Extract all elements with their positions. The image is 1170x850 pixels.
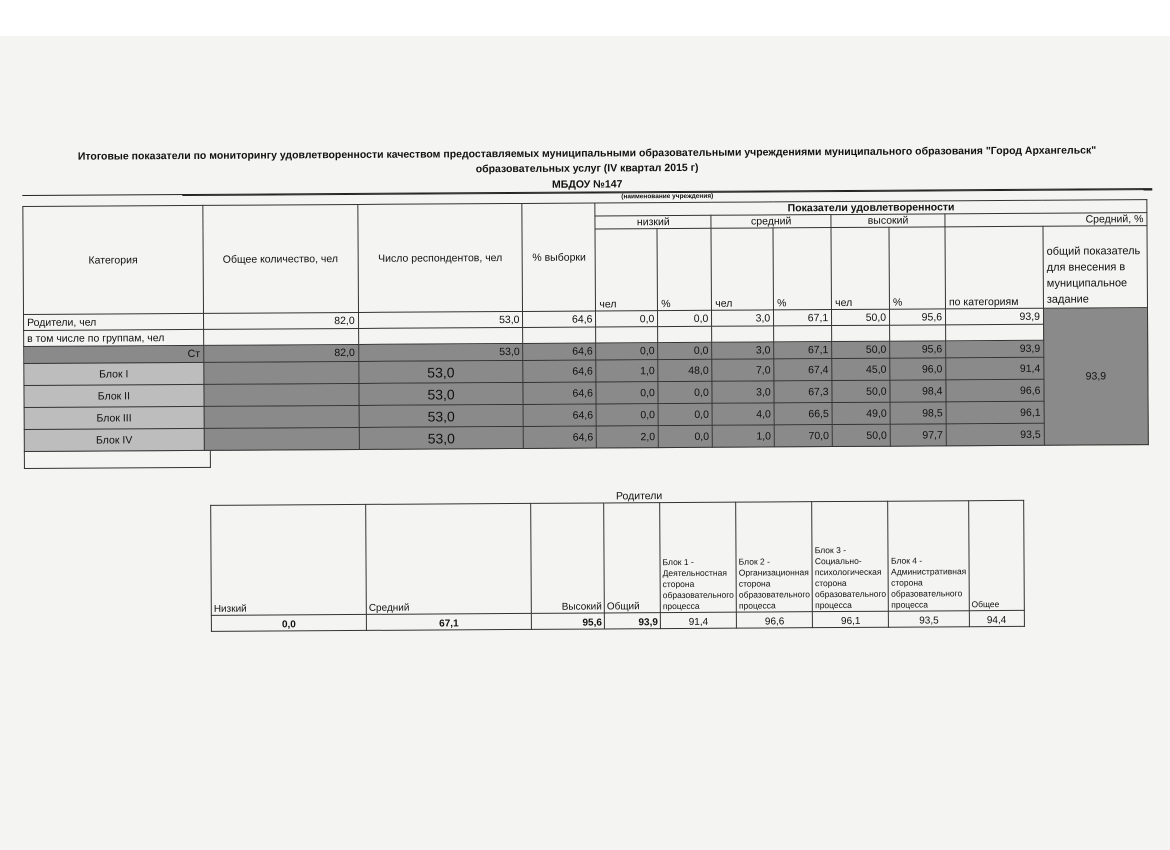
cell-average: 96,6	[946, 379, 1044, 402]
header-respondents: Число респондентов, чел	[357, 203, 523, 312]
value-low: 0,0	[211, 614, 366, 631]
org-name: МБДОУ №147	[22, 175, 1152, 196]
cell-mid-percent: 67,1	[774, 310, 832, 326]
header-mid-percent: %	[773, 228, 831, 310]
cell-average: 93,9	[946, 340, 1044, 358]
header-overall: Общее	[968, 500, 1024, 610]
cell-low-people: 0,0	[596, 382, 658, 404]
header-total: Общее количество, чел	[203, 204, 358, 313]
cell-respondents: 53,0	[359, 404, 524, 427]
header-sample: % выборки	[522, 203, 596, 311]
header-high: высокий	[831, 214, 945, 228]
cell-total	[203, 328, 358, 345]
row-label: в том числе по группам, чел	[24, 329, 204, 346]
cell-respondents	[358, 327, 523, 344]
cell-low-people: 0,0	[596, 311, 658, 327]
cell-sample: 64,6	[523, 360, 596, 382]
cell-high-people: 50,0	[832, 341, 890, 358]
row-label: Родители, чел	[24, 313, 204, 330]
cell-total: 82,0	[203, 344, 358, 362]
value-block4: 93,5	[889, 611, 969, 627]
row-label: Ст	[24, 345, 204, 363]
header-low-people: чел	[595, 229, 657, 311]
header-mid-people: чел	[711, 228, 773, 310]
row-label: Блок II	[24, 384, 204, 407]
cell-total	[204, 361, 359, 384]
row-label: Блок IV	[24, 428, 204, 451]
header-block1: Блок 1 - Деятельностная сторона образовательного процесса	[660, 502, 737, 612]
value-block1: 91,4	[660, 612, 736, 628]
cell-high-people: 50,0	[832, 309, 890, 325]
cell-total	[204, 383, 359, 406]
cell-high-percent: 98,5	[890, 402, 946, 424]
cell-high-percent: 96,0	[890, 358, 946, 380]
cell-high-percent	[890, 325, 946, 341]
cell-respondents: 53,0	[358, 343, 523, 361]
cell-average: 93,9	[946, 308, 1044, 325]
cell-low-percent: 0,0	[658, 342, 712, 359]
cell-mid-people: 1,0	[712, 425, 774, 447]
cell-high-people: 50,0	[832, 380, 890, 402]
value-overall: 94,4	[969, 610, 1024, 626]
cell-low-percent: 48,0	[658, 359, 712, 381]
cell-low-people: 0,0	[596, 343, 658, 360]
header-high-percent: %	[889, 227, 945, 309]
cell-low-percent: 0,0	[659, 425, 713, 447]
cell-mid-people: 7,0	[712, 359, 774, 381]
cell-respondents: 53,0	[358, 360, 523, 383]
header-low: низкий	[595, 215, 711, 229]
value-block3: 96,1	[813, 611, 889, 627]
header-by-category: по категориям	[945, 226, 1043, 309]
cell-mid-percent: 67,1	[774, 342, 832, 359]
parents-table	[210, 500, 1024, 632]
cell-mid-percent: 67,3	[774, 381, 832, 403]
cell-mid-people: 3,0	[712, 381, 774, 403]
cell-high-people: 45,0	[832, 358, 890, 380]
cell-average: 96,1	[946, 401, 1044, 424]
cell-sample: 64,6	[523, 343, 596, 360]
header-high-people: чел	[831, 227, 889, 309]
header-average: Средний, %	[945, 213, 1147, 227]
cell-low-percent: 0,0	[658, 381, 712, 403]
cell-average: 93,5	[946, 423, 1044, 446]
cell-low-people: 1,0	[596, 360, 658, 382]
cell-low-percent: 0,0	[658, 403, 712, 425]
satisfaction-table	[22, 199, 1148, 452]
cell-sample: 64,6	[524, 426, 597, 448]
cell-mid-percent	[774, 326, 832, 342]
header-block2: Блок 2 - Организационная сторона образовательного процесса	[736, 502, 813, 612]
document	[22, 143, 1155, 633]
cell-high-percent: 95,6	[890, 309, 946, 325]
cell-sample	[523, 327, 596, 343]
cell-high-people	[832, 325, 890, 341]
value-block2: 96,6	[736, 612, 812, 628]
org-caption: (наименование учреждения)	[182, 189, 1152, 203]
cell-average: 91,4	[946, 357, 1044, 380]
cell-mid-percent: 70,0	[774, 425, 832, 447]
cell-mid-people: 3,0	[712, 310, 774, 326]
cell-mid-people	[712, 326, 774, 342]
header-block3: Блок 3 - Социально-психологическая сторона образовательного процесса	[812, 501, 889, 611]
value-high: 95,6	[531, 613, 604, 629]
document-title	[22, 143, 1152, 180]
cell-low-percent	[658, 326, 712, 342]
title-line-2: образовательных услуг (IV квартал 2015 г)	[475, 161, 699, 176]
cell-high-percent: 95,6	[890, 341, 946, 358]
cell-mid-percent: 67,4	[774, 359, 832, 381]
cell-sample: 64,6	[523, 382, 596, 404]
cell-high-people: 50,0	[832, 424, 890, 446]
parents-title: Родители	[615, 490, 663, 503]
header-block4: Блок 4 - Административная сторона образовательного процесса	[888, 501, 969, 611]
cell-respondents: 53,0	[358, 311, 523, 328]
cell-total	[204, 427, 359, 450]
cell-mid-people: 3,0	[712, 342, 774, 359]
header-satisfaction: Показатели удовлетворенности	[595, 200, 1147, 216]
header-category: Категория	[23, 205, 203, 314]
cell-low-people: 2,0	[597, 426, 659, 448]
row-label: Блок III	[24, 406, 204, 429]
cell-sample: 64,6	[524, 404, 597, 426]
cell-high-percent: 97,7	[890, 424, 946, 446]
header-high: Высокий	[531, 503, 605, 613]
cell-sample: 64,6	[523, 311, 596, 327]
cell-total: 82,0	[203, 312, 358, 329]
header-low-percent: %	[657, 228, 711, 310]
value-medium: 67,1	[366, 613, 531, 630]
cell-mid-people: 4,0	[712, 403, 774, 425]
cell-respondents: 53,0	[359, 382, 524, 405]
empty-cell	[24, 451, 211, 469]
cell-average	[946, 324, 1044, 341]
cell-low-people: 0,0	[596, 404, 658, 426]
header-overall: общий показатель для внесения в муниципальное задание	[1043, 226, 1148, 309]
cell-total	[204, 405, 359, 428]
cell-high-percent: 98,4	[890, 380, 946, 402]
cell-mid-percent: 66,5	[774, 403, 832, 425]
cell-low-percent: 0,0	[658, 310, 712, 326]
title-line-1: Итоговые показатели по мониторингу удовлетворенности качеством предоставляемых муниципальными образовательными учреждениями муниципального образования "Город Архангельск"	[77, 144, 1097, 163]
header-medium: Средний	[366, 503, 532, 614]
cell-respondents: 53,0	[359, 426, 524, 449]
cell-overall: 93,9	[1043, 308, 1148, 446]
row-label: Блок I	[24, 362, 204, 385]
cell-high-people: 49,0	[832, 402, 890, 424]
header-low: Низкий	[211, 504, 367, 615]
value-total: 93,9	[604, 613, 660, 629]
cell-low-people	[596, 327, 658, 343]
header-medium: средний	[711, 215, 831, 229]
header-total: Общий	[604, 503, 661, 613]
